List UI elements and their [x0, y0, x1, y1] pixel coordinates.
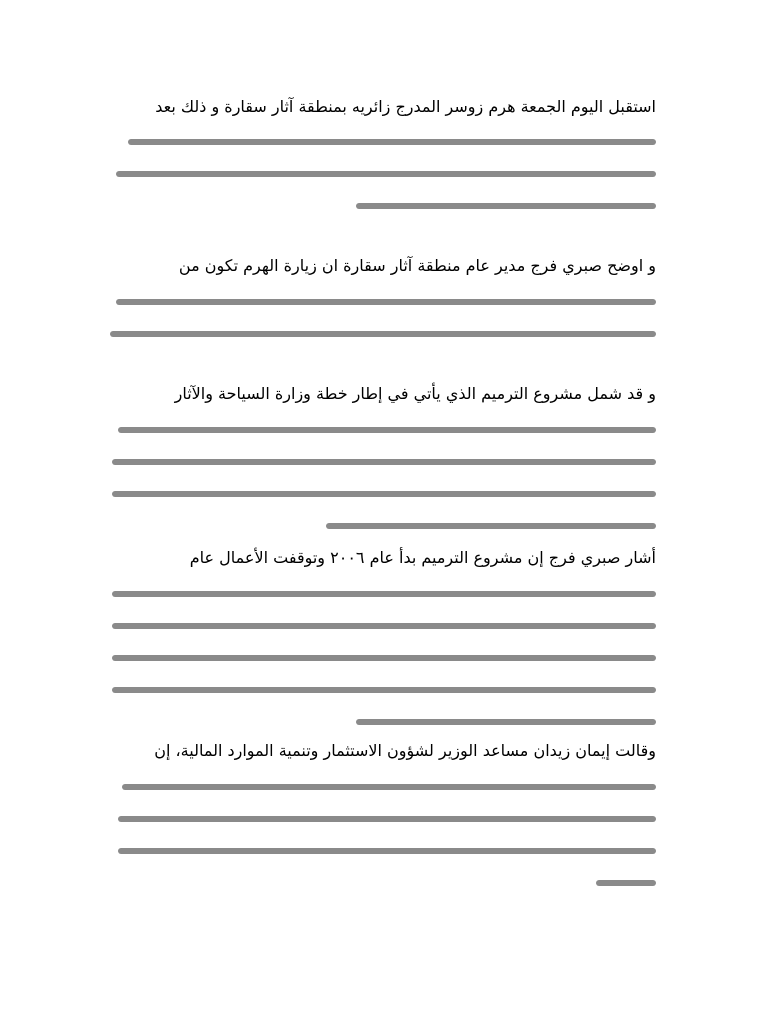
- text-line-placeholder: [112, 591, 656, 597]
- paragraph-first-line: أشار صبري فرج إن مشروع الترميم بدأ عام ٢٠٠٦ وتوقفت الأعمال عام: [189, 548, 656, 567]
- text-line-placeholder: [356, 719, 656, 725]
- text-line-placeholder: [112, 491, 656, 497]
- text-line-placeholder: [116, 171, 656, 177]
- text-line-placeholder: [356, 203, 656, 209]
- paragraph-first-line: و اوضح صبري فرج مدير عام منطقة آثار سقارة ان زيارة الهرم تكون من: [178, 256, 656, 275]
- text-line-placeholder: [128, 139, 656, 145]
- text-line-placeholder: [112, 655, 656, 661]
- text-line-placeholder: [118, 848, 656, 854]
- text-line-placeholder: [118, 816, 656, 822]
- text-line-placeholder: [326, 523, 656, 529]
- text-line-placeholder: [110, 331, 656, 337]
- text-line-placeholder: [112, 623, 656, 629]
- text-line-placeholder: [112, 459, 656, 465]
- text-line-placeholder: [112, 687, 656, 693]
- text-line-placeholder: [118, 427, 656, 433]
- paragraph-first-line: و قد شمل مشروع الترميم الذي يأتي في إطار خطة وزارة السياحة والآثار: [174, 384, 656, 403]
- paragraph-first-line: وقالت إيمان زيدان مساعد الوزير لشؤون الاستثمار وتنمية الموارد المالية، إن: [154, 741, 656, 760]
- text-line-placeholder: [116, 299, 656, 305]
- paragraph-first-line: استقبل اليوم الجمعة هرم زوسر المدرج زائريه بمنطقة آثار سقارة و ذلك بعد: [155, 97, 656, 116]
- text-line-placeholder: [596, 880, 656, 886]
- text-line-placeholder: [122, 784, 656, 790]
